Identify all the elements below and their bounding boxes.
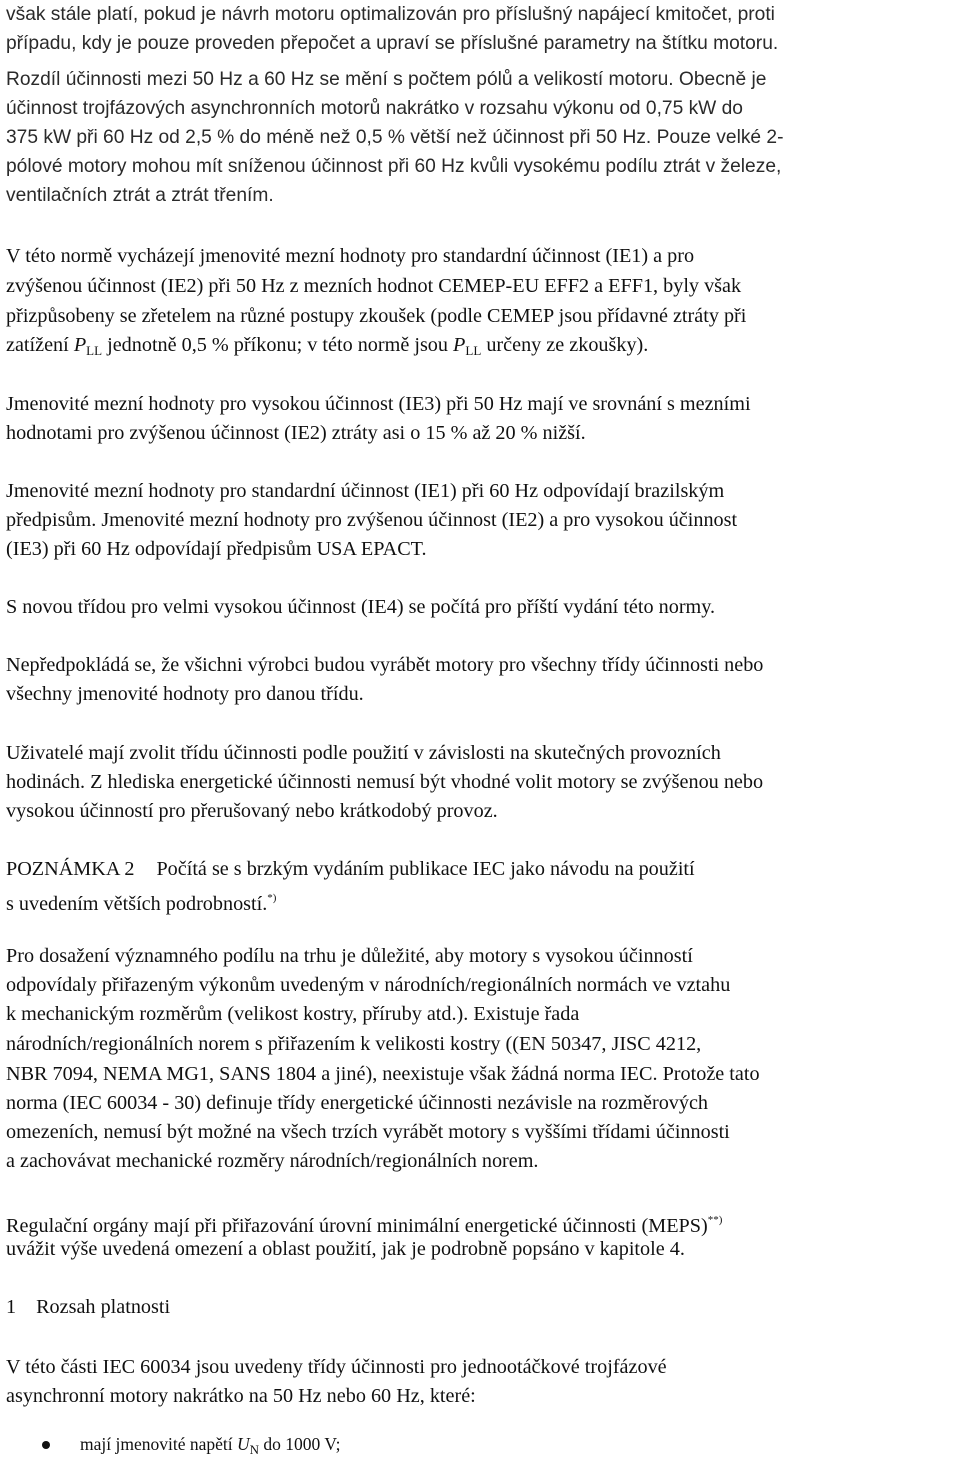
text-line: norma (IEC 60034 - 30) definuje třídy energetické účinnosti nezávisle na rozměrových — [6, 1092, 709, 1114]
text-line: vysokou účinností pro přerušovaný nebo krátkodobý provoz. — [6, 800, 498, 822]
text-line: a zachovávat mechanické rozměry národních/regionálních norem. — [6, 1150, 539, 1172]
text-line: účinnost trojfázových asynchronních motorů nakrátko v rozsahu výkonu od 0,75 kW do — [6, 98, 743, 119]
symbol-p: P — [73, 334, 87, 356]
text-line: však stále platí, pokud je návrh motoru optimalizován pro příslušný napájecí kmitočet, proti — [6, 4, 775, 25]
text-line: hodinách. Z hlediska energetické účinnosti nemusí být vhodné volit motory se zvýšenou nebo — [6, 771, 764, 793]
bullet-icon — [42, 1441, 50, 1449]
text-line: odpovídaly přiřazeným výkonům uvedeným v národních/regionálních normách ve vztahu — [6, 974, 731, 996]
footnote-mark: *) — [267, 892, 277, 904]
section-heading — [6, 1293, 170, 1322]
text-line: Jmenovité mezní hodnoty pro standardní účinnost (IE1) při 60 Hz odpovídají brazilským — [6, 480, 725, 502]
text-line: V této části IEC 60034 jsou uvedeny třídy účinnosti pro jednootáčkové trojfázové — [6, 1356, 667, 1378]
text-run: do 1000 V; — [259, 1434, 341, 1454]
text-line: případu, kdy je pouze proveden přepočet a upraví se příslušné parametry na štítku motoru. — [6, 33, 779, 54]
text-line: Pro dosažení významného podílu na trhu je důležité, aby motory s vysokou účinností — [6, 945, 693, 967]
text-line: ventilačních ztrát a ztrát třením. — [6, 185, 274, 206]
text-line: NBR 7094, NEMA MG1, SANS 1804 a jiné), neexistuje však žádná norma IEC. Protože tato — [6, 1063, 760, 1085]
text-line: 375 kW při 60 Hz od 2,5 % do méně než 0,5 % větší než účinnost při 50 Hz. Pouze velké 2- — [6, 127, 784, 148]
text-line: Nepředpokládá se, že všichni výrobci budou vyrábět motory pro všechny třídy účinnosti nebo — [6, 654, 764, 676]
text-run: Počítá se s brzkým vydáním publikace IEC jako návodu na použití — [156, 858, 695, 880]
note-line — [6, 884, 276, 919]
text-line: všechny jmenovité hodnoty pro danou třídu. — [6, 683, 364, 705]
text-run: s uvedením větších podrobností. — [6, 893, 268, 915]
text-run: zatížení — [6, 334, 74, 356]
text-line: přizpůsobeny se zřetelem na různé postupy zkoušek (podle CEMEP jsou přídavné ztráty při — [6, 305, 747, 327]
text-line — [6, 331, 648, 365]
text-run: Regulační orgány mají při přiřazování úrovní minimální energetické účinnosti (MEPS) — [6, 1215, 708, 1237]
section-title: Rozsah platnosti — [36, 1296, 171, 1318]
text-line: omezeních, nemusí být možné na všech trzích vyrábět motory s vyššími třídami účinnosti — [6, 1121, 730, 1143]
text-line: národních/regionálních norem s přiřazením k velikosti kostry ((EN 50347, JISC 4212, — [6, 1033, 702, 1055]
subscript-ll: LL — [86, 343, 103, 358]
text-line: S novou třídou pro velmi vysokou účinnost (IE4) se počítá pro příští vydání této normy. — [6, 596, 716, 618]
text-line: Uživatelé mají zvolit třídu účinnosti podle použití v závislosti na skutečných provozních — [6, 742, 721, 764]
text-line: k mechanickým rozměrům (velikost kostry, příruby atd.). Existuje řada — [6, 1003, 580, 1025]
text-line: (IE3) při 60 Hz odpovídají předpisům USA EPACT. — [6, 538, 427, 560]
text-run: mají jmenovité napětí — [80, 1434, 237, 1454]
text-line: Jmenovité mezní hodnoty pro vysokou účinnost (IE3) při 50 Hz mají ve srovnání s mezními — [6, 393, 751, 415]
list-item — [80, 1430, 341, 1464]
subscript-ll: LL — [465, 343, 482, 358]
text-line: pólové motory mohou mít sníženou účinnost při 60 Hz kvůli vysokému podílu ztrát v železe, — [6, 156, 782, 177]
text-line: zvýšenou účinnost (IE2) při 50 Hz z mezních hodnot CEMEP-EU EFF2 a EFF1, byly však — [6, 275, 742, 297]
text-line: V této normě vycházejí jmenovité mezní hodnoty pro standardní účinnost (IE1) a pro — [6, 245, 695, 267]
text-run: jednotně 0,5 % příkonu; v této normě jsou — [102, 334, 454, 356]
text-line: hodnotami pro zvýšenou účinnost (IE2) ztráty asi o 15 % až 20 % nižší. — [6, 422, 586, 444]
footnote-mark: **) — [707, 1214, 723, 1226]
section-number: 1 — [6, 1296, 17, 1318]
text-line: asynchronní motory nakrátko na 50 Hz nebo 60 Hz, které: — [6, 1385, 476, 1407]
text-line: Rozdíl účinnosti mezi 50 Hz a 60 Hz se mění s počtem pólů a velikostí motoru. Obecně je — [6, 69, 767, 90]
symbol-u: U — [236, 1434, 250, 1454]
note-line — [6, 855, 695, 884]
subscript-n: N — [249, 1442, 260, 1457]
text-run: určeny ze zkoušky). — [481, 334, 649, 356]
text-line: předpisům. Jmenovité mezní hodnoty pro zvýšenou účinnost (IE2) a pro vysokou účinnost — [6, 509, 738, 531]
note-label: POZNÁMKA 2 — [6, 858, 135, 880]
symbol-p: P — [453, 334, 466, 356]
text-line: uvážit výše uvedená omezení a oblast použití, jak je podrobně popsáno v kapitole 4. — [6, 1238, 685, 1260]
